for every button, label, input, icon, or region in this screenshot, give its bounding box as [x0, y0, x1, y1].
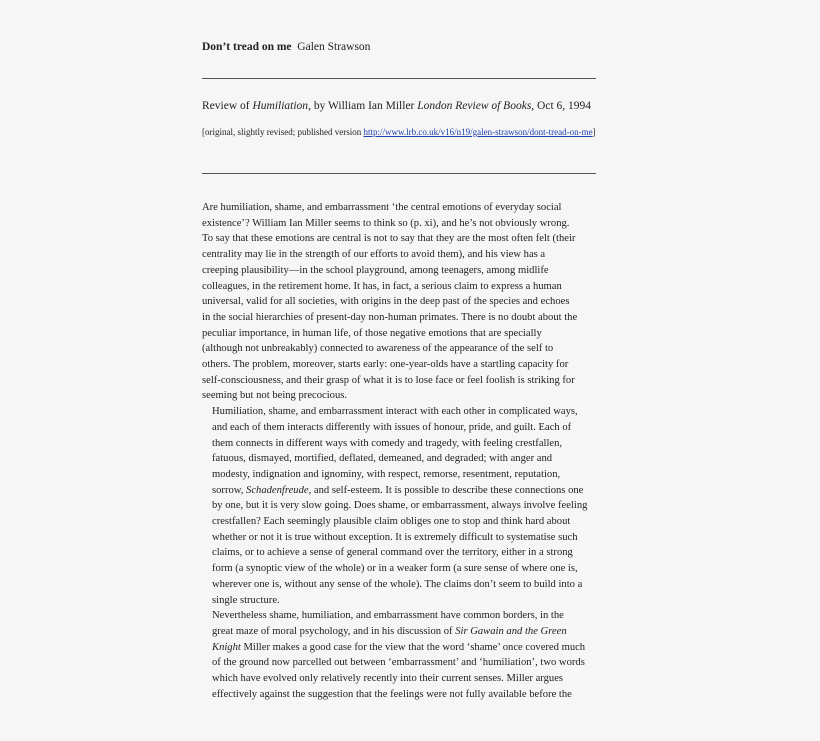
italic-title: Schadenfreude [246, 484, 309, 496]
text-line: universal, valid for all societies, with origins in the deep past of the species and echoes [202, 296, 570, 308]
text-line: fatuous, dismayed, mortified, deflated, demeaned, and degraded; with anger and [212, 453, 553, 465]
text-line: peculiar importance, in human life, of those negative emotions that are specially [202, 327, 542, 339]
paragraph [202, 200, 622, 404]
text-line: crestfallen? Each seemingly plausible claim obliges one to stop and think hard about [212, 516, 571, 528]
text-line: effectively against the suggestion that the feelings were not fully available before the [212, 688, 572, 700]
review-date: Oct 6, 1994 [534, 100, 592, 112]
review-citation [202, 100, 591, 112]
text-line: form (a synoptic view of the whole) or in a weaker form (a sure sense of where one is, [212, 563, 578, 575]
paragraph [202, 404, 622, 608]
review-prefix: Review of [202, 100, 253, 112]
version-note-suffix: ] [592, 127, 596, 137]
text-line: them connects in different ways with comedy and tragedy, with feeling crestfallen, [212, 437, 563, 449]
text-line: creeping plausibility—in the school playground, among teenagers, among midlife [202, 264, 549, 276]
text-line: Humiliation, shame, and embarrassment interact with each other in complicated ways, [212, 406, 578, 418]
article-author: Galen Strawson [297, 41, 371, 53]
text-line [202, 640, 622, 656]
text-line: claims, or to achieve a sense of general command over the territory, either in a strong [212, 547, 573, 559]
text-segment: great maze of moral psychology, and in his discussion of [212, 625, 456, 637]
article-heading [202, 41, 370, 53]
text-line: whether or not it is true without exception. It is extremely difficult to systematise such [212, 531, 578, 543]
text-line: seeming but not being precocious. [202, 390, 348, 402]
text-line: in the social hierarchies of present-day non-human primates. There is no doubt about the [202, 311, 578, 323]
text-line: modesty, indignation and ignominy, with respect, remorse, resentment, reputation, [212, 468, 561, 480]
book-title: Humiliation [252, 100, 309, 112]
text-line: To say that these emotions are central is not to say that they are the most often felt (their [202, 233, 576, 245]
text-line: by one, but it is very slow going. Does shame, or embarrassment, always involve feeling [212, 500, 588, 512]
text-line: existence’? William Ian Miller seems to think so (p. xi), and he’s not obviously wrong. [202, 217, 570, 229]
paragraph [202, 608, 622, 702]
published-version-link[interactable]: http://www.lrb.co.uk/v16/n19/galen-strawson/dont-tread-on-me [363, 127, 593, 137]
horizontal-rule-top [202, 78, 596, 79]
text-line: wherever one is, without any sense of the whole). The claims don’t seem to build into a [212, 578, 583, 590]
article-body [202, 200, 622, 703]
text-line: (although not unbreakably) connected to awareness of the appearance of the self to [202, 343, 554, 355]
text-segment: sorrow, [212, 484, 247, 496]
text-line: self-consciousness, and their grasp of what it is to lose face or feel foolish is striking for [202, 374, 575, 386]
text-line [202, 624, 622, 640]
version-note [202, 127, 612, 137]
text-segment: , and self-esteem. It is possible to describe these connections one [308, 484, 584, 496]
text-line: Nevertheless shame, humiliation, and embarrassment have common borders, in the [212, 610, 564, 622]
text-line [202, 483, 622, 499]
text-segment: Miller makes a good case for the view that the word ‘shame’ once covered much [240, 641, 586, 653]
text-line: colleagues, in the retirement home. It has, in fact, a serious claim to express a human [202, 280, 562, 292]
text-line: and each of them interacts differently with issues of honour, pride, and guilt. Each of [212, 421, 572, 433]
text-line: single structure. [212, 594, 280, 606]
horizontal-rule-bottom [202, 173, 596, 174]
italic-title: Sir Gawain and the Green [455, 625, 567, 637]
text-line: of the ground now parcelled out between ‘embarrassment’ and ‘humiliation’, two words [212, 657, 585, 669]
text-line: which have evolved only relatively recently into their current senses. Miller argues [212, 673, 564, 685]
italic-title: Knight [212, 641, 241, 653]
text-line: others. The problem, moreover, starts early: one-year-olds have a startling capacity for [202, 359, 569, 371]
text-line: Are humiliation, shame, and embarrassment ‘the central emotions of everyday social [202, 202, 562, 213]
text-line: centrality may lie in the strength of our efforts to avoid them), and his view has a [202, 249, 546, 261]
article-title: Don’t tread on me [202, 41, 292, 53]
version-note-prefix: [original, slightly revised; published version [202, 127, 364, 137]
publication-name: London Review of Books, [417, 100, 535, 112]
review-by: , by William Ian Miller [308, 100, 418, 112]
